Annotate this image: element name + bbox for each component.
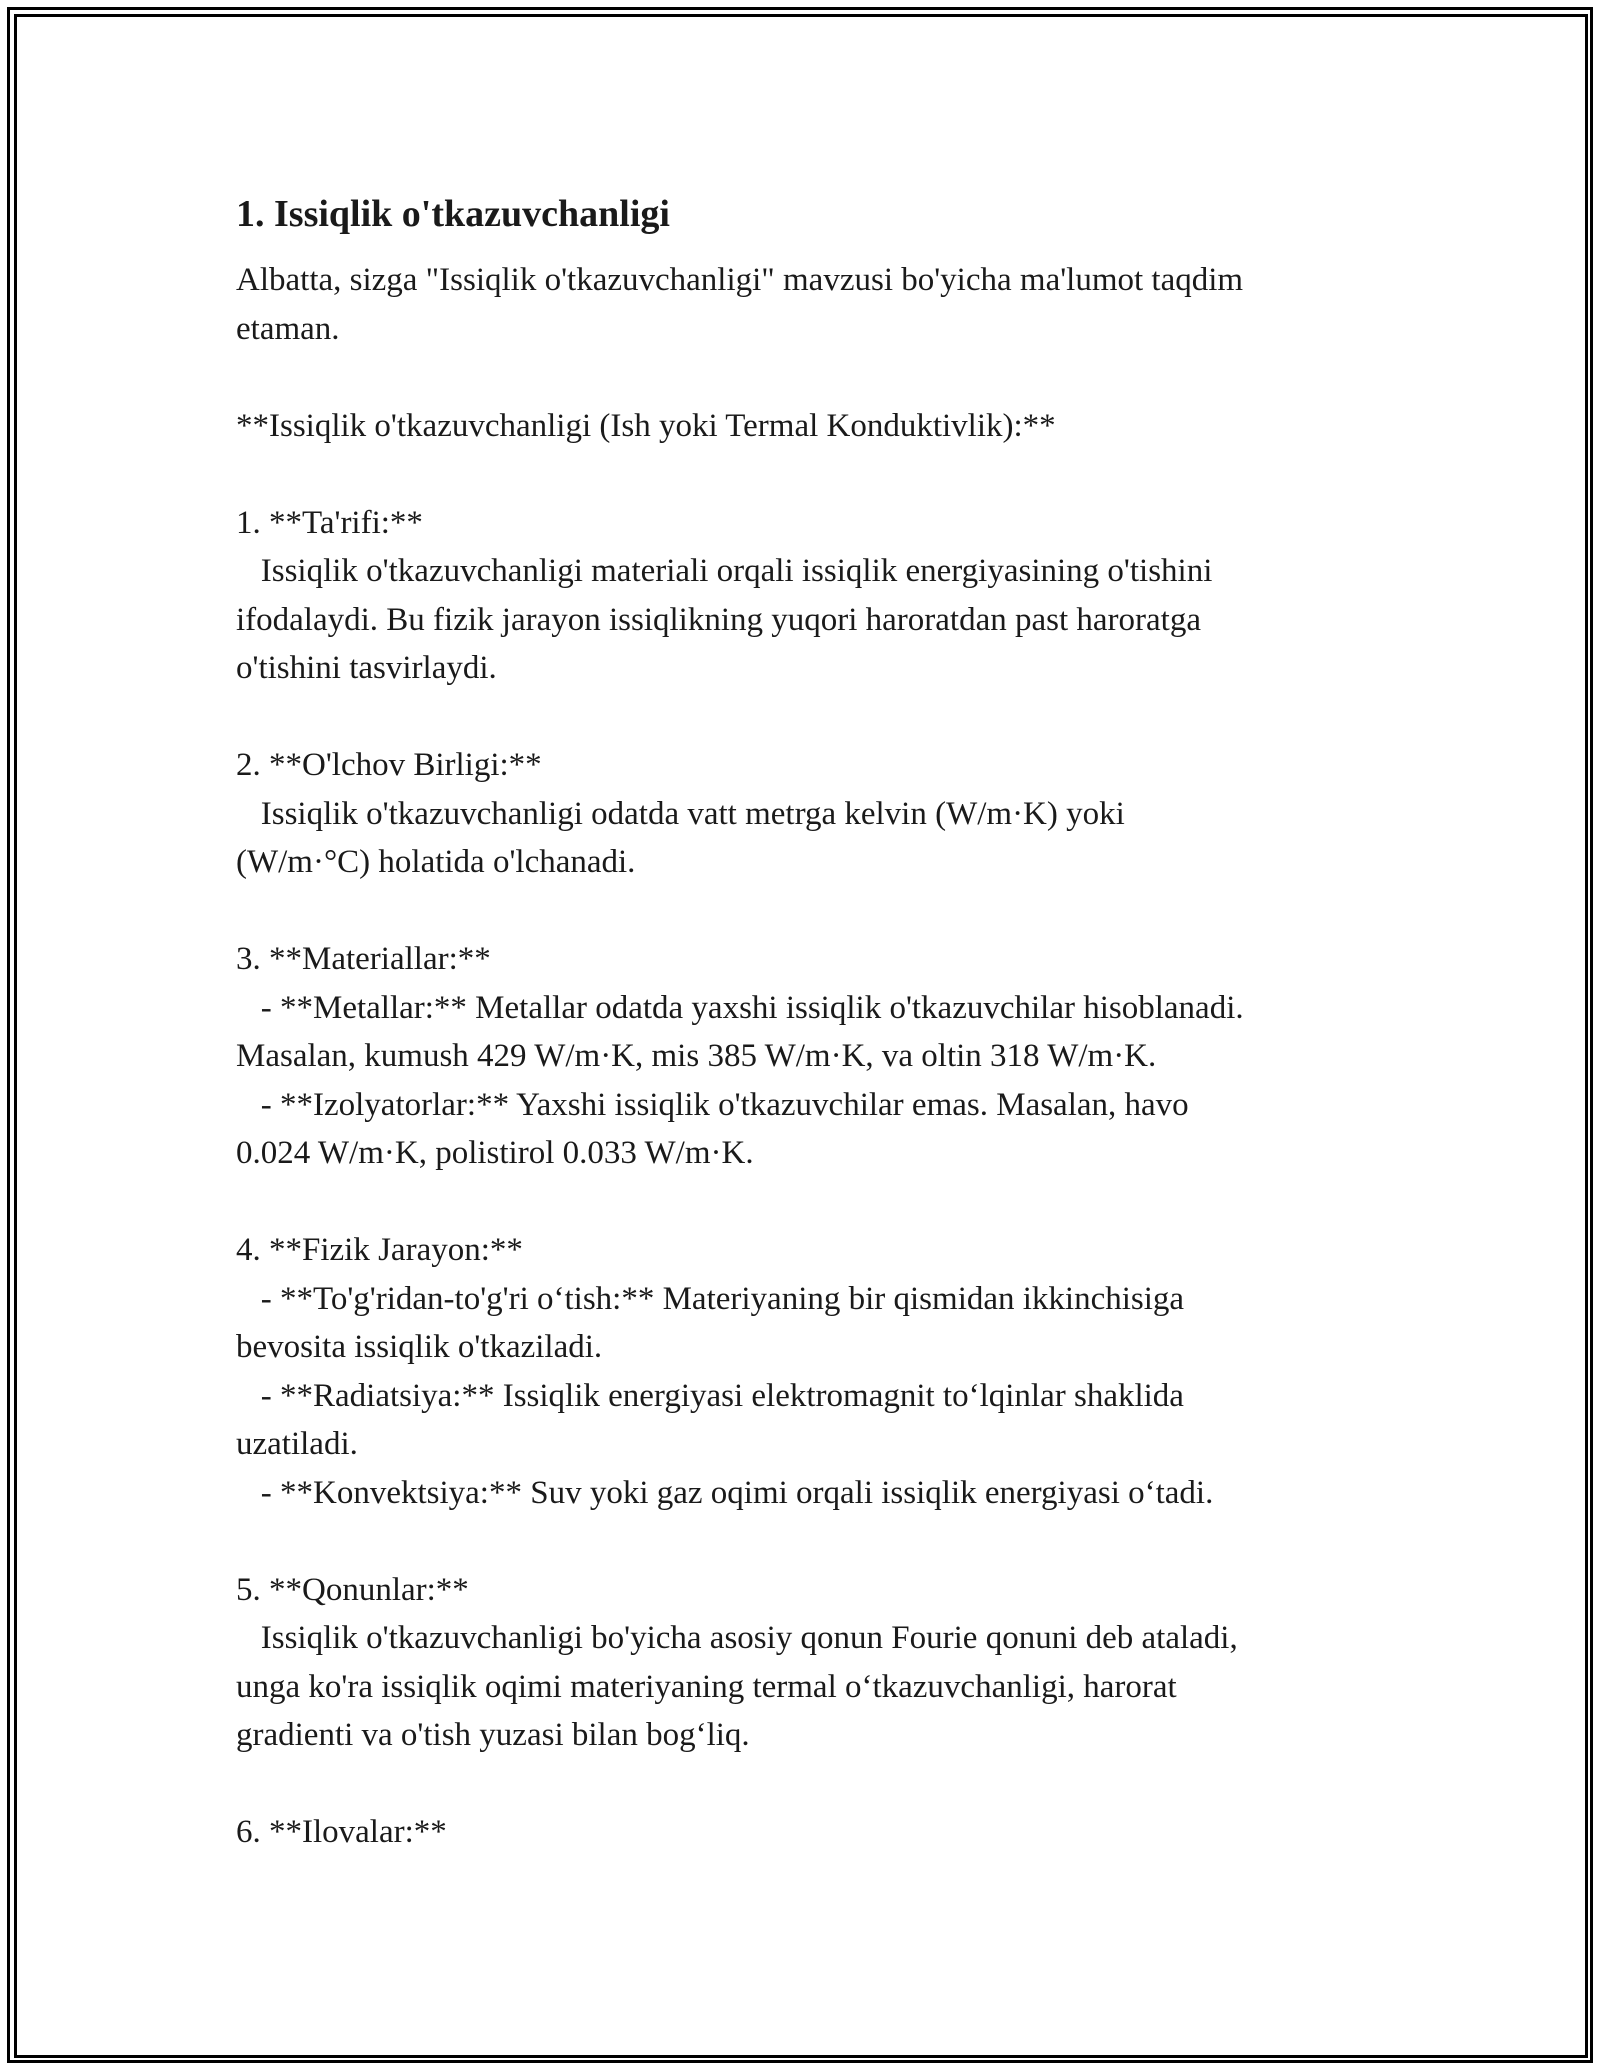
text-line: - **Izolyatorlar:** Yaxshi issiqlik o'tkazuvchilar emas. Masalan, havo bbox=[236, 1086, 1189, 1123]
text-line: o'tishini tasvirlaydi. bbox=[236, 650, 497, 686]
text-line: etaman. bbox=[236, 310, 340, 347]
text-line: - **Konvektsiya:** Suv yoki gaz oqimi orqali issiqlik energiyasi o‘tadi. bbox=[236, 1474, 1214, 1511]
text-line: unga ko'ra issiqlik oqimi materiyaning termal o‘tkazuvchanligi, harorat bbox=[236, 1668, 1177, 1705]
text-line: 4. **Fizik Jarayon:** bbox=[236, 1232, 523, 1268]
blank-line bbox=[236, 450, 1366, 499]
text-line: **Issiqlik o'tkazuvchanligi (Ish yoki Termal Konduktivlik):** bbox=[236, 407, 1056, 444]
blank-line bbox=[236, 1178, 1366, 1227]
text-line: 0.024 W/m·K, polistirol 0.033 W/m·K. bbox=[236, 1135, 754, 1171]
text-line: 1. **Ta'rifi:** bbox=[236, 504, 423, 541]
blank-line bbox=[236, 887, 1366, 936]
blank-line bbox=[236, 353, 1366, 402]
document-page bbox=[236, 186, 1366, 1857]
text-line: 6. **Ilovalar:** bbox=[236, 1814, 447, 1850]
text-line: (W/m·°C) holatida o'lchanadi. bbox=[236, 844, 636, 880]
text-line: - **To'g'ridan-to'g'ri o‘tish:** Materiyaning bir qismidan ikkinchisiga bbox=[236, 1280, 1185, 1317]
text-line: 5. **Qonunlar:** bbox=[236, 1571, 469, 1608]
text-line: Issiqlik o'tkazuvchanligi odatda vatt metrga kelvin (W/m·K) yoki bbox=[236, 795, 1125, 832]
text-line: 2. **O'lchov Birligi:** bbox=[236, 747, 542, 783]
text-line: 3. **Materiallar:** bbox=[236, 941, 491, 977]
blank-line bbox=[236, 1517, 1366, 1566]
text-line: gradienti va o'tish yuzasi bilan bog‘liq. bbox=[236, 1717, 750, 1753]
blank-line bbox=[236, 1760, 1366, 1809]
blank-line bbox=[236, 693, 1366, 742]
document-title: 1. Issiqlik o'tkazuvchanligi bbox=[236, 193, 670, 235]
text-line: - **Radiatsiya:** Issiqlik energiyasi elektromagnit to‘lqinlar shaklida bbox=[236, 1377, 1184, 1414]
document-body bbox=[236, 256, 1366, 1857]
text-line: Albatta, sizga "Issiqlik o'tkazuvchanligi" mavzusi bo'yicha ma'lumot taqdim bbox=[236, 262, 1244, 298]
text-line: Masalan, kumush 429 W/m·K, mis 385 W/m·K, va oltin 318 W/m·K. bbox=[236, 1038, 1157, 1074]
text-line: Issiqlik o'tkazuvchanligi materiali orqali issiqlik energiyasining o'tishini bbox=[236, 553, 1213, 589]
text-line: uzatiladi. bbox=[236, 1426, 358, 1462]
text-line: bevosita issiqlik o'tkaziladi. bbox=[236, 1329, 603, 1365]
text-line: Issiqlik o'tkazuvchanligi bo'yicha asosiy qonun Fourie qonuni deb ataladi, bbox=[236, 1620, 1238, 1656]
text-line: ifodalaydi. Bu fizik jarayon issiqlikning yuqori haroratdan past haroratga bbox=[236, 601, 1201, 638]
text-line: - **Metallar:** Metallar odatda yaxshi issiqlik o'tkazuvchilar hisoblanadi. bbox=[236, 989, 1244, 1026]
